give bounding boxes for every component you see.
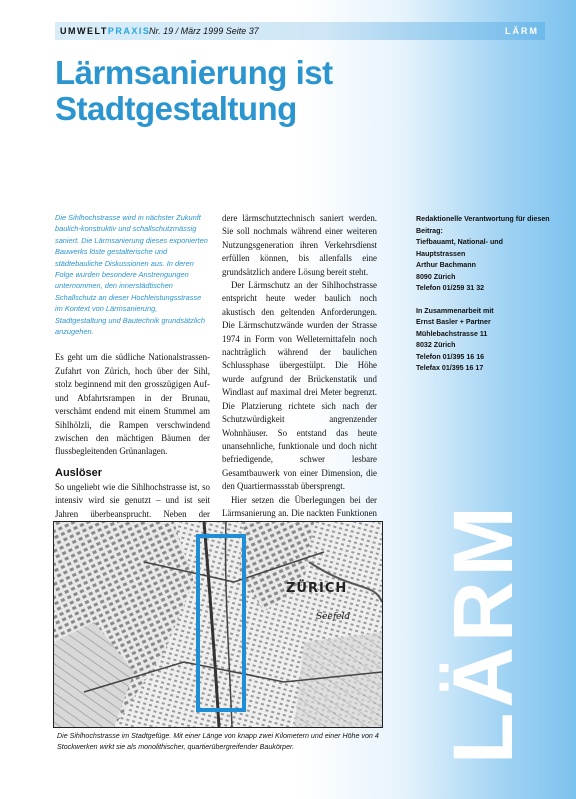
magazine-brand: UMWELTPRAXIS [60,26,151,36]
map-city-label: ZÜRICH [286,581,348,596]
body-paragraph: dere lärmschutztechnisch saniert werden. Sie soll nochmals während einer weiteren Nutzungsgeneration ihren Verkehrsdienst erfüllen können, bis allenfalls eine grundsätzlich andere Lösung bereit steht. [222,213,377,277]
map-district-label: Seefeld [316,612,351,622]
section-label: LÄRM [505,26,539,36]
map-drawing [54,522,382,727]
body-paragraph: Der Lärmschutz an der Sihlhochstrasse entspricht heute weder baulich noch akustisch den geltenden Anforderungen. Die Lärmschutzwände wurden der Strasse 1974 in Form von Welleternittafeln noch nachträglich während der baulichen Schlussphase übergestülpt. Die Höhe wurde aufgrund der Brückenstatik und Windlast auf maximal drei Meter begrenzt. Die Platzierung richtete sich nach der Schutzwürdigkeit angrenzender Wohnhäuser. So entstand das heute unansehnliche, funktionale und doch nicht befriedigende, schwer lesbare Gesamtbauwerk von einer Dimension, die den Quartiermassstab übersprengt. [222,280,377,492]
map-caption: Die Sihlhochstrasse im Stadtgefüge. Mit einer Länge von knapp zwei Kilometern und einer Höhe von 4 Stockwerken wirkt sie als monolithischer, quartierübergreifender Baukörper. [57,732,379,751]
running-header [55,22,545,40]
text-column-1 [55,212,210,548]
article-lead: Die Sihlhochstrasse wird in nächster Zukunft baulich-konstruktiv und schallschutzmässig saniert. Die Lärmsanierung dieses exponierten Bauwerks löste gestalterische und städtebauliche Diskussionen aus. In deren Folge wurden besondere Anstrengungen unternommen, den innerstädtischen Schallschutz an dieser Hochleistungsstrasse im Kontext von Lärmsanierung, Stadtgestaltung und Bautechnik grundsätzlich anzugehen. [55,213,208,337]
body-paragraph: So ungeliebt wie die Sihlhochstrasse ist, so intensiv wird sie genutzt – und ist seit Jahren überbeansprucht. Neben der [55,481,210,519]
city-map [53,521,383,728]
body-paragraph: Es geht um die südliche Nationalstrassen-Zufahrt von Zürich, hoch über der Sihl, stolz beginnend mit den grosszügigen Auf- und Abfahrtsrampen in der Brunau, verschämt endend mit einem Stummel am Sihlhölzli, die Rampen verschwindend zwischen den mächtigen Bäumen der flussbegleitenden Grünanlagen. [55,352,210,457]
credits-sidebar: Redaktionelle Verantwortung für diesen Beitrag: Tiefbauamt, National- und Hauptstrassen Arthur Bachmann 8090 Zürich Telefon 01/259 31 32 In Zusammenarbeit mit Ernst Basler + Partner Mühlebachstrasse 11 8032 Zürich Telefon 01/395 16 16 Telefax 01/395 16 17 [416,215,550,372]
issue-info: Nr. 19 / März 1999 Seite 37 [149,26,259,36]
section-watermark: LÄRM [436,501,530,764]
body-paragraph: Hier setzen die Überlegungen bei der Lärmsanierung an. Die nackten Funktionen [222,494,377,518]
article-title: Lärmsanierung ist Stadtgestaltung [55,54,333,127]
text-column-2 [222,212,377,561]
subheading: Auslöser [55,466,103,479]
